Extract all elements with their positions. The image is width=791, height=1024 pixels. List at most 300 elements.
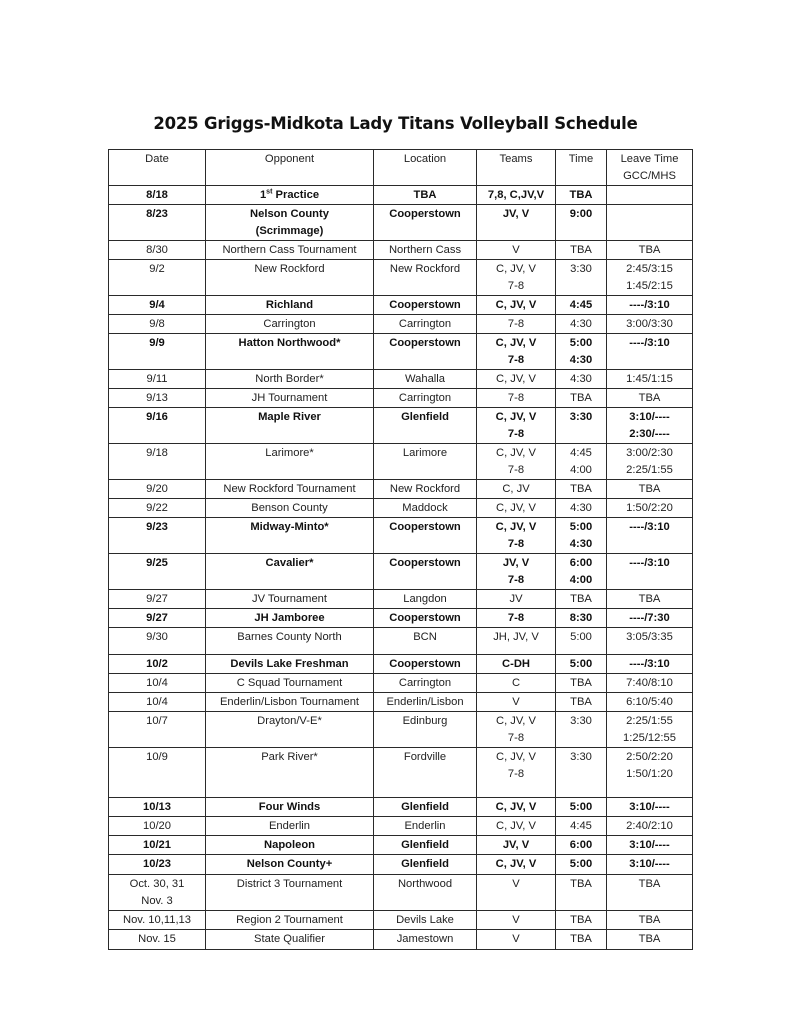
- leave-text: 3:10/----: [629, 801, 670, 813]
- location-text: Langdon: [403, 593, 447, 605]
- cell-teams: [477, 186, 556, 205]
- header-leave-time-line1: Leave Time: [620, 153, 679, 165]
- table-row: [109, 911, 693, 930]
- date-text: Nov. 15: [138, 933, 176, 945]
- cell-teams: [477, 855, 556, 875]
- leave-text: ----/3:10: [629, 557, 670, 569]
- cell-teams: [477, 911, 556, 930]
- opponent-text: 1st Practice: [259, 188, 320, 201]
- table-row: [109, 693, 693, 712]
- table-row: [109, 186, 693, 205]
- cell-teams: [477, 609, 556, 628]
- cell-teams: [477, 554, 556, 590]
- cell-time: [556, 930, 607, 950]
- leave-text: 1:45/1:15: [626, 373, 673, 385]
- cell-teams: [477, 748, 556, 798]
- leave-text: 1:50/1:20: [626, 768, 673, 780]
- cell-time: [556, 609, 607, 628]
- cell-leave: [607, 628, 693, 655]
- cell-teams: [477, 260, 556, 296]
- opponent-text: Devils Lake Freshman: [230, 658, 349, 670]
- location-text: TBA: [413, 189, 437, 201]
- cell-location: [374, 798, 477, 817]
- time-text: 4:45: [569, 299, 593, 311]
- cell-location: [374, 855, 477, 875]
- cell-opponent: [206, 875, 374, 911]
- time-text: 4:00: [569, 574, 593, 586]
- teams-text: C, JV, V: [495, 502, 536, 514]
- teams-text: C-DH: [502, 658, 530, 670]
- cell-date: [109, 590, 206, 609]
- cell-opponent: [206, 554, 374, 590]
- time-text: 8:30: [569, 612, 593, 624]
- location-text: Glenfield: [401, 858, 449, 870]
- time-text: 6:00: [569, 839, 593, 851]
- cell-date: [109, 554, 206, 590]
- cell-opponent: [206, 609, 374, 628]
- cell-opponent: [206, 315, 374, 334]
- location-text: New Rockford: [389, 263, 461, 275]
- cell-teams: [477, 389, 556, 408]
- cell-location: [374, 296, 477, 315]
- opponent-text: Midway-Minto*: [250, 521, 329, 533]
- table-row: [109, 205, 693, 241]
- cell-location: [374, 186, 477, 205]
- leave-text: TBA: [638, 933, 661, 945]
- location-text: Glenfield: [401, 801, 449, 813]
- table-row: [109, 875, 693, 911]
- teams-text: 7,8, C,JV,V: [487, 189, 545, 201]
- location-text: Cooperstown: [389, 299, 461, 311]
- teams-text: C, JV, V: [495, 373, 536, 385]
- time-text: 5:00: [570, 631, 592, 643]
- cell-date: [109, 712, 206, 748]
- teams-text: JV: [509, 593, 523, 605]
- cell-leave: [607, 609, 693, 628]
- cell-leave: [607, 817, 693, 836]
- time-text: TBA: [569, 189, 593, 201]
- table-row: [109, 817, 693, 836]
- cell-date: [109, 260, 206, 296]
- cell-teams: [477, 930, 556, 950]
- cell-location: [374, 712, 477, 748]
- time-text: 3:30: [570, 751, 592, 763]
- cell-time: [556, 674, 607, 693]
- cell-opponent: [206, 911, 374, 930]
- time-text: TBA: [570, 914, 592, 926]
- cell-time: [556, 315, 607, 334]
- location-text: Cooperstown: [389, 521, 461, 533]
- cell-location: [374, 370, 477, 389]
- table-row: [109, 389, 693, 408]
- table-row: [109, 655, 693, 674]
- time-text: 3:30: [570, 715, 592, 727]
- location-text: BCN: [413, 631, 437, 643]
- opponent-text: New Rockford: [254, 263, 325, 275]
- cell-leave: [607, 518, 693, 554]
- time-text: 5:00: [569, 658, 593, 670]
- opponent-text: Region 2 Tournament: [236, 914, 343, 926]
- teams-text: V: [512, 244, 520, 256]
- teams-text: C, JV, V: [495, 337, 537, 349]
- date-text: 9/27: [146, 593, 168, 605]
- leave-text: 3:10/----: [629, 839, 670, 851]
- table-row: [109, 674, 693, 693]
- cell-opponent: [206, 836, 374, 855]
- leave-text: TBA: [638, 392, 661, 404]
- cell-teams: [477, 205, 556, 241]
- cell-teams: [477, 334, 556, 370]
- opponent-text: Richland: [265, 299, 314, 311]
- teams-text: 7-8: [507, 354, 525, 366]
- teams-text: 7-8: [507, 538, 525, 550]
- date-text: 9/8: [149, 318, 165, 330]
- cell-time: [556, 205, 607, 241]
- time-text: TBA: [570, 696, 592, 708]
- leave-text: 1:45/2:15: [626, 280, 673, 292]
- cell-leave: [607, 930, 693, 950]
- time-text: TBA: [570, 244, 592, 256]
- cell-date: [109, 693, 206, 712]
- date-text: 10/21: [143, 839, 171, 851]
- opponent-text: C Squad Tournament: [236, 677, 343, 689]
- cell-leave: [607, 693, 693, 712]
- time-text: 5:00: [569, 521, 593, 533]
- opponent-text: Napoleon: [264, 839, 315, 851]
- cell-time: [556, 186, 607, 205]
- time-text: TBA: [570, 878, 592, 890]
- cell-teams: [477, 712, 556, 748]
- cell-leave: [607, 911, 693, 930]
- cell-date: [109, 408, 206, 444]
- table-row: [109, 480, 693, 499]
- cell-time: [556, 628, 607, 655]
- cell-teams: [477, 518, 556, 554]
- time-text: 4:30: [570, 502, 592, 514]
- teams-text: 7-8: [507, 574, 525, 586]
- date-text: 10/2: [146, 658, 168, 670]
- header-leave-time-line2: GCC/MHS: [623, 170, 676, 182]
- opponent-text: Benson County: [251, 502, 328, 514]
- cell-time: [556, 260, 607, 296]
- location-text: Northwood: [397, 878, 453, 890]
- cell-date: [109, 334, 206, 370]
- location-text: Cooperstown: [389, 557, 461, 569]
- cell-leave: [607, 836, 693, 855]
- cell-leave: [607, 674, 693, 693]
- cell-location: [374, 334, 477, 370]
- cell-location: [374, 389, 477, 408]
- cell-teams: [477, 241, 556, 260]
- table-row: [109, 334, 693, 370]
- cell-date: [109, 930, 206, 950]
- teams-text: 7-8: [507, 318, 525, 330]
- date-text: 9/27: [146, 612, 168, 624]
- location-text: Fordville: [403, 751, 447, 763]
- cell-location: [374, 655, 477, 674]
- location-text: Cooperstown: [389, 658, 461, 670]
- leave-text: ----/3:10: [629, 521, 670, 533]
- cell-teams: [477, 836, 556, 855]
- date-text: 10/4: [146, 696, 168, 708]
- cell-teams: [477, 315, 556, 334]
- cell-location: [374, 911, 477, 930]
- date-text: 9/13: [146, 392, 168, 404]
- header-opponent: Opponent: [206, 150, 374, 186]
- location-text: Enderlin/Lisbon: [386, 696, 464, 708]
- teams-text: C, JV, V: [495, 715, 536, 727]
- time-text: 9:00: [569, 208, 593, 220]
- time-text: 5:00: [569, 858, 593, 870]
- leave-text: 3:00/2:30: [626, 447, 673, 459]
- time-text: 4:45: [570, 820, 592, 832]
- leave-text: TBA: [638, 483, 661, 495]
- cell-location: [374, 480, 477, 499]
- header-leave-time: [607, 150, 693, 186]
- table-row: [109, 370, 693, 389]
- date-text: 9/4: [149, 299, 165, 311]
- teams-text: JV, V: [502, 557, 530, 569]
- leave-text: 7:40/8:10: [626, 677, 673, 689]
- table-row: [109, 241, 693, 260]
- cell-leave: [607, 408, 693, 444]
- cell-leave: [607, 655, 693, 674]
- time-text: 3:30: [569, 411, 593, 423]
- teams-text: V: [512, 696, 520, 708]
- cell-location: [374, 205, 477, 241]
- cell-leave: [607, 875, 693, 911]
- cell-date: [109, 389, 206, 408]
- location-text: Cooperstown: [389, 612, 461, 624]
- cell-opponent: [206, 798, 374, 817]
- time-text: 4:30: [569, 354, 593, 366]
- opponent-text: Enderlin/Lisbon Tournament: [219, 696, 360, 708]
- time-text: 5:00: [569, 337, 593, 349]
- leave-text: TBA: [638, 244, 661, 256]
- location-text: Jamestown: [396, 933, 454, 945]
- table-row: [109, 444, 693, 480]
- cell-opponent: [206, 480, 374, 499]
- date-text: 9/20: [146, 483, 168, 495]
- table-row: [109, 930, 693, 950]
- table-header-row: [109, 150, 693, 186]
- leave-text: 2:45/3:15: [626, 263, 673, 275]
- date-text: Nov. 3: [141, 895, 173, 907]
- leave-text: 3:00/3:30: [626, 318, 673, 330]
- leave-text: 2:50/2:20: [626, 751, 673, 763]
- cell-teams: [477, 798, 556, 817]
- location-text: New Rockford: [389, 483, 461, 495]
- cell-opponent: [206, 260, 374, 296]
- date-text: 8/30: [146, 244, 168, 256]
- cell-teams: [477, 444, 556, 480]
- cell-time: [556, 875, 607, 911]
- time-text: 4:30: [570, 373, 592, 385]
- teams-text: C: [511, 677, 521, 689]
- teams-text: V: [512, 878, 520, 890]
- teams-text: JH, JV, V: [493, 631, 539, 643]
- cell-date: [109, 499, 206, 518]
- opponent-text: Hatton Northwood*: [238, 337, 341, 349]
- opponent-text: Four Winds: [258, 801, 321, 813]
- cell-opponent: [206, 518, 374, 554]
- date-text: 10/9: [146, 751, 168, 763]
- cell-teams: [477, 817, 556, 836]
- leave-text: 3:10/----: [629, 411, 670, 423]
- cell-time: [556, 748, 607, 798]
- table-row: [109, 798, 693, 817]
- cell-leave: [607, 389, 693, 408]
- cell-teams: [477, 370, 556, 389]
- cell-opponent: [206, 205, 374, 241]
- teams-text: C, JV, V: [495, 801, 537, 813]
- teams-text: C, JV: [502, 483, 530, 495]
- cell-leave: [607, 554, 693, 590]
- opponent-text: JV Tournament: [251, 593, 328, 605]
- table-row: [109, 609, 693, 628]
- cell-location: [374, 693, 477, 712]
- cell-location: [374, 408, 477, 444]
- cell-leave: [607, 370, 693, 389]
- cell-opponent: [206, 855, 374, 875]
- date-text: 9/22: [146, 502, 168, 514]
- location-text: Cooperstown: [389, 337, 461, 349]
- date-text: Nov. 10,11,13: [123, 914, 191, 926]
- cell-time: [556, 408, 607, 444]
- leave-text: 2:40/2:10: [626, 820, 673, 832]
- cell-location: [374, 444, 477, 480]
- cell-time: [556, 798, 607, 817]
- opponent-text: New Rockford Tournament: [223, 483, 356, 495]
- cell-time: [556, 911, 607, 930]
- time-text: TBA: [570, 483, 592, 495]
- cell-location: [374, 554, 477, 590]
- cell-time: [556, 334, 607, 370]
- opponent-text: Barnes County North: [237, 631, 342, 643]
- cell-date: [109, 836, 206, 855]
- location-text: Enderlin: [404, 820, 446, 832]
- date-text: 9/11: [146, 373, 168, 385]
- leave-text: 1:25/12:55: [623, 732, 676, 744]
- date-text: 10/20: [143, 820, 171, 832]
- teams-text: C, JV, V: [495, 447, 536, 459]
- date-text: 10/23: [143, 858, 171, 870]
- cell-time: [556, 241, 607, 260]
- cell-date: [109, 186, 206, 205]
- cell-time: [556, 370, 607, 389]
- cell-leave: [607, 712, 693, 748]
- cell-time: [556, 693, 607, 712]
- cell-teams: [477, 296, 556, 315]
- cell-time: [556, 655, 607, 674]
- header-teams: Teams: [477, 150, 556, 186]
- location-text: Edinburg: [402, 715, 448, 727]
- cell-date: [109, 241, 206, 260]
- cell-date: [109, 205, 206, 241]
- date-text: 9/9: [149, 337, 165, 349]
- teams-text: C, JV, V: [495, 521, 537, 533]
- cell-opponent: [206, 499, 374, 518]
- leave-text: 2:25/1:55: [626, 464, 673, 476]
- schedule-table: [108, 149, 693, 950]
- leave-text: ----/3:10: [629, 337, 670, 349]
- cell-opponent: [206, 628, 374, 655]
- teams-text: C, JV, V: [495, 411, 537, 423]
- cell-leave: [607, 590, 693, 609]
- table-row: [109, 590, 693, 609]
- cell-date: [109, 875, 206, 911]
- cell-teams: [477, 628, 556, 655]
- cell-leave: [607, 186, 693, 205]
- cell-opponent: [206, 590, 374, 609]
- opponent-text: Cavalier*: [265, 557, 314, 569]
- cell-date: [109, 296, 206, 315]
- cell-opponent: [206, 655, 374, 674]
- cell-opponent: [206, 370, 374, 389]
- cell-leave: [607, 334, 693, 370]
- cell-date: [109, 674, 206, 693]
- opponent-text: State Qualifier: [254, 933, 325, 945]
- cell-time: [556, 554, 607, 590]
- date-text: 9/2: [149, 263, 165, 275]
- time-text: 4:30: [570, 318, 592, 330]
- cell-opponent: [206, 241, 374, 260]
- cell-location: [374, 628, 477, 655]
- cell-time: [556, 590, 607, 609]
- cell-teams: [477, 499, 556, 518]
- cell-opponent: [206, 389, 374, 408]
- time-text: TBA: [570, 933, 592, 945]
- table-row: [109, 296, 693, 315]
- date-text: 10/7: [146, 715, 168, 727]
- location-text: Cooperstown: [389, 208, 461, 220]
- page-title: 2025 Griggs-Midkota Lady Titans Volleyball Schedule: [153, 114, 638, 133]
- opponent-text: Carrington: [263, 318, 316, 330]
- cell-date: [109, 798, 206, 817]
- cell-teams: [477, 655, 556, 674]
- table-row: [109, 315, 693, 334]
- opponent-text: Nelson County+: [246, 858, 333, 870]
- cell-location: [374, 875, 477, 911]
- opponent-text: Park River*: [261, 751, 318, 763]
- teams-text: C, JV, V: [495, 751, 536, 763]
- time-text: TBA: [570, 677, 592, 689]
- date-text: 9/30: [146, 631, 168, 643]
- cell-time: [556, 855, 607, 875]
- cell-location: [374, 590, 477, 609]
- date-text: 9/23: [146, 521, 168, 533]
- location-text: Carrington: [398, 318, 452, 330]
- cell-time: [556, 712, 607, 748]
- location-text: Devils Lake: [396, 914, 454, 926]
- cell-leave: [607, 260, 693, 296]
- cell-leave: [607, 798, 693, 817]
- table-row: [109, 836, 693, 855]
- cell-date: [109, 855, 206, 875]
- leave-text: TBA: [638, 878, 661, 890]
- cell-teams: [477, 693, 556, 712]
- cell-opponent: [206, 444, 374, 480]
- date-text: 8/18: [146, 189, 168, 201]
- location-text: Glenfield: [401, 411, 449, 423]
- teams-text: 7-8: [507, 768, 525, 780]
- cell-leave: [607, 499, 693, 518]
- cell-opponent: [206, 693, 374, 712]
- leave-text: 2:25/1:55: [626, 715, 673, 727]
- cell-location: [374, 748, 477, 798]
- leave-text: ----/3:10: [629, 658, 670, 670]
- cell-leave: [607, 444, 693, 480]
